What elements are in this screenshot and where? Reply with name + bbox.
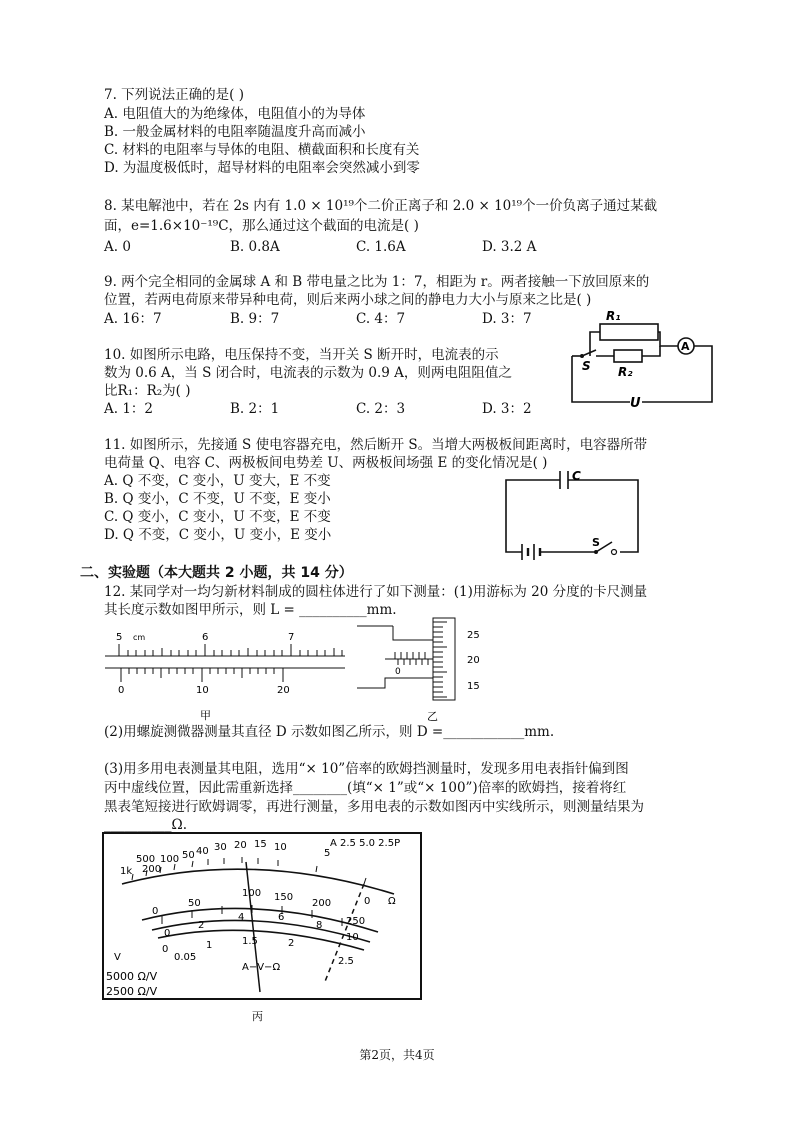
ohm-label-30: 30 <box>214 842 227 853</box>
caliper-vernier-label-10: 10 <box>196 685 209 696</box>
q7-option-b: B. 一般金属材料的电阻率随温度升高而减小 <box>104 124 366 140</box>
caliper-unit-label: cm <box>133 633 146 642</box>
q11-option-c: C. Q 变小，C 变小，U 不变，E 不变 <box>104 509 331 525</box>
q8-option-a: A. 0 <box>104 239 131 255</box>
q9-option-b: B. 9：7 <box>230 311 280 327</box>
caliper-caption: 甲 <box>200 709 211 722</box>
ac-label-2-5: 2.5 <box>338 956 354 967</box>
q7-option-a: A. 电阻值大的为绝缘体，电阻值小的为导体 <box>104 106 366 122</box>
mid-label-8: 8 <box>316 920 323 931</box>
caliper-main-label-5: 5 <box>116 632 123 643</box>
mid-label-4: 4 <box>238 912 245 923</box>
q10-circuit-diagram <box>560 306 725 416</box>
q10-option-a: A. 1：2 <box>104 401 154 417</box>
q8-option-d: D. 3.2 A <box>482 239 537 255</box>
micrometer-label-20: 20 <box>467 655 480 666</box>
ohm-label-10: 10 <box>274 842 287 853</box>
ac-label-1-5: 1.5 <box>242 936 258 947</box>
section-2-heading: 二、实验题（本大题共 2 小题，共 14 分） <box>80 565 353 581</box>
q9-option-c: C. 4：7 <box>356 311 406 327</box>
q10-option-b: B. 2：1 <box>230 401 280 417</box>
q11-line2: 电荷量 Q、电容 C、两极板间电势差 U、两极板间场强 E 的变化情况是( ) <box>104 455 548 471</box>
ohm-label-500: 500 <box>136 854 156 865</box>
q10-fig-r2: R₂ <box>618 365 633 379</box>
dc-label-50: 50 <box>188 898 201 909</box>
micrometer-figure <box>355 616 495 724</box>
q10-fig-r1: R₁ <box>606 309 621 323</box>
q11-fig-s: S <box>592 536 600 549</box>
dc-label-200: 200 <box>312 898 332 909</box>
q11-line1: 11. 如图所示，先接通 S 使电容器充电，然后断开 S。当增大两极板间距离时，电容器所带 <box>104 437 648 453</box>
q7-option-c: C. 材料的电阻率与导体的电阻、横截面积和长度有关 <box>104 142 420 158</box>
q12-line7: __________Ω. <box>104 817 187 833</box>
avo-label: A−V−Ω <box>242 962 281 973</box>
q12-line6: 黑表笔短接进行欧姆调零，再进行测量，多用电表的示数如图丙中实线所示，则测量结果为 <box>104 799 644 815</box>
range-label-top-right: A 2.5 5.0 2.5P <box>330 838 401 849</box>
dc-label-250: 250 <box>346 916 366 927</box>
q8-line1: 8. 某电解池中，若在 2s 内有 1.0 × 10¹⁹个二价正离子和 2.0 × 10¹⁹个一价负离子通过某截 <box>104 198 658 214</box>
volt-label: V <box>114 952 121 963</box>
q10-fig-s: S <box>582 359 591 373</box>
q9-line2: 位置，若两电荷原来带异种电荷，则后来两小球之间的静电力大小与原来之比是( ) <box>104 292 592 308</box>
dc-label-150: 150 <box>274 892 294 903</box>
q8-option-c: C. 1.6A <box>356 239 406 255</box>
q10-line1: 10. 如图所示电路，电压保持不变，当开关 S 断开时，电流表的示 <box>104 347 499 363</box>
vernier-scale-ticks <box>121 668 283 682</box>
q7-stem: 7. 下列说法正确的是( ) <box>104 87 244 103</box>
ohm-label-40: 40 <box>196 846 209 857</box>
dc-label-0: 0 <box>152 906 159 917</box>
ohm-label-15: 15 <box>254 839 267 850</box>
multimeter-dial-figure <box>102 832 422 1024</box>
ac-label-1: 1 <box>206 940 213 951</box>
q9-option-a: A. 16：7 <box>104 311 162 327</box>
q9-line1: 9. 两个完全相同的金属球 A 和 B 带电量之比为 1：7，相距为 r。两者接触一下放回原来的 <box>104 274 650 290</box>
q10-option-d: D. 3：2 <box>482 401 532 417</box>
ohm-label-50: 50 <box>182 850 195 861</box>
ohm-unit-label: Ω <box>388 896 396 907</box>
micrometer-label-15: 15 <box>467 681 480 692</box>
q8-line2: 面，e=1.6×10⁻¹⁹C，那么通过这个截面的电流是( ) <box>104 218 419 234</box>
q11-capacitor-circuit <box>500 468 645 560</box>
ohm-label-1k: 1k <box>120 866 133 877</box>
ohm-label-200: 200 <box>142 864 162 875</box>
sensitivity-label-1: 5000 Ω/V <box>106 970 158 983</box>
q11-option-d: D. Q 不变，C 变小，U 变小，E 变小 <box>104 527 332 543</box>
ac-label-0: 0 <box>162 944 169 955</box>
q12-line1: 12. 某同学对一均匀新材料制成的圆柱体进行了如下测量：(1)用游标为 20 分度的卡尺测量 <box>104 584 648 600</box>
mid-label-10: 10 <box>346 932 359 943</box>
micrometer-label-0: 0 <box>395 667 401 677</box>
micrometer-thimble-ticks <box>433 622 447 697</box>
mid-label-6: 6 <box>278 912 285 923</box>
multimeter-caption: 丙 <box>252 1010 263 1023</box>
q12-line2: 其长度示数如图甲所示，则 L = __________mm. <box>104 602 397 618</box>
q10-option-c: C. 2：3 <box>356 401 406 417</box>
q8-option-b: B. 0.8A <box>230 239 280 255</box>
ohm-label-0: 0 <box>364 896 371 907</box>
main-scale-ticks <box>119 644 342 656</box>
q11-option-b: B. Q 变小，C 不变，U 不变，E 变小 <box>104 491 331 507</box>
q11-option-a: A. Q 不变，C 变小，U 变大，E 不变 <box>104 473 331 489</box>
q7-option-d: D. 为温度极低时，超导材料的电阻率会突然减小到零 <box>104 160 420 176</box>
mid-label-0: 0 <box>164 928 171 939</box>
caliper-vernier-label-20: 20 <box>277 685 290 696</box>
micrometer-caption: 乙 <box>427 710 438 723</box>
q11-fig-c: C <box>572 469 581 483</box>
ac-label-0-05: 0.05 <box>174 952 197 963</box>
ohm-label-20: 20 <box>234 840 247 851</box>
q10-fig-u: U <box>630 396 641 411</box>
page-footer: 第2页，共4页 <box>359 1048 435 1062</box>
dc-label-100: 100 <box>242 888 262 899</box>
ohm-label-5: 5 <box>324 848 331 859</box>
ohm-label-100: 100 <box>160 854 180 865</box>
caliper-main-label-6: 6 <box>202 632 209 643</box>
vernier-caliper-figure <box>100 622 350 722</box>
q9-option-d: D. 3：7 <box>482 311 532 327</box>
micrometer-label-25: 25 <box>467 630 480 641</box>
q12-line3: (2)用螺旋测微器测量其直径 D 示数如图乙所示，则 D =____________mm. <box>104 724 555 740</box>
sensitivity-label-2: 2500 Ω/V <box>106 985 158 998</box>
q12-line5: 丙中虚线位置，因此需重新选择________(填“× 1”或“× 100”)倍率的欧姆挡，接着将红 <box>104 780 627 796</box>
q12-line4: (3)用多用电表测量其电阻，选用“× 10”倍率的欧姆挡测量时，发现多用电表指针偏到图 <box>104 761 629 777</box>
ac-label-2: 2 <box>288 938 295 949</box>
mid-label-2: 2 <box>198 920 205 931</box>
q10-line3: 比R₁：R₂为( ) <box>104 383 191 399</box>
q10-fig-ammeter: A <box>681 340 690 353</box>
caliper-vernier-label-0: 0 <box>118 685 125 696</box>
q10-line2: 数为 0.6 A，当 S 闭合时，电流表的示数为 0.9 A，则两电阻阻值之 <box>104 365 512 381</box>
caliper-main-label-7: 7 <box>288 632 295 643</box>
